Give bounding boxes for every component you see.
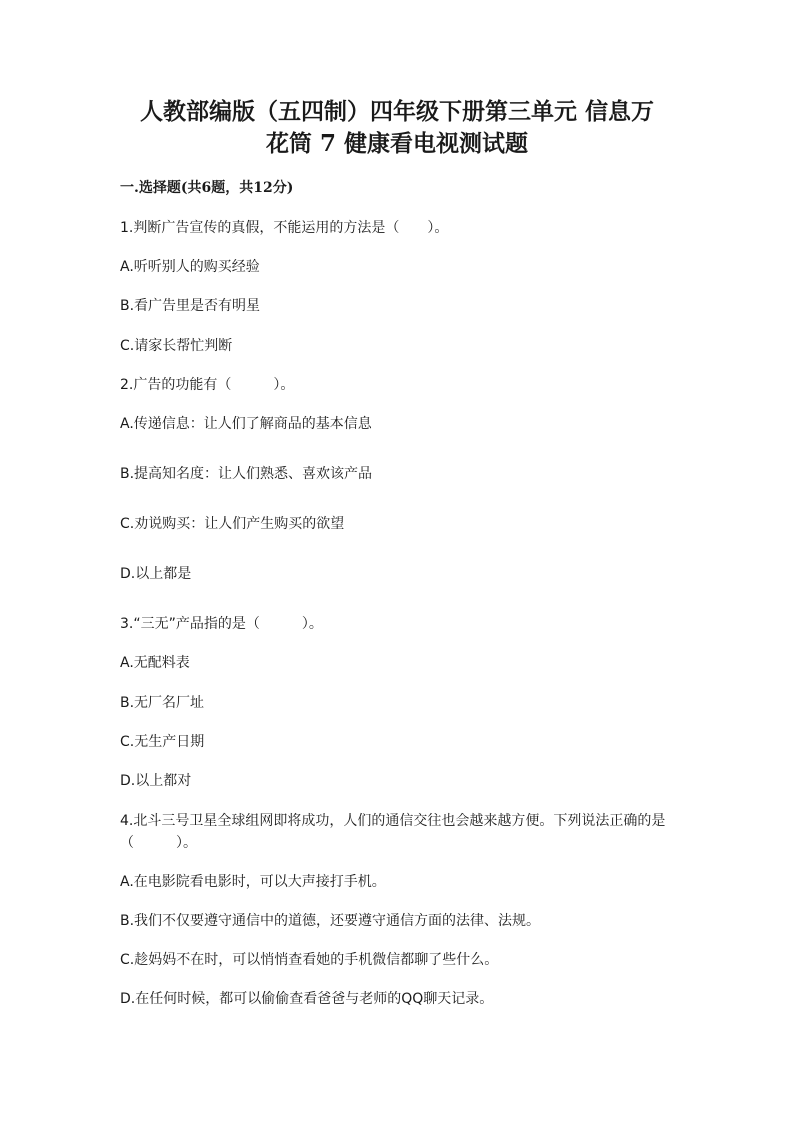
- question-3-option-c: C.无生产日期: [120, 734, 205, 750]
- question-1-option-c: C.请家长帮忙判断: [120, 338, 233, 354]
- document-title-line-2: 花筒 7 健康看电视测试题: [265, 130, 529, 157]
- question-2-stem: 2.广告的功能有（ ）。: [120, 377, 295, 393]
- question-3-option-d: D.以上都对: [120, 773, 192, 789]
- question-3-option-a: A.无配料表: [120, 655, 190, 671]
- document-title-line-1: 人教部编版（五四制）四年级下册第三单元 信息万: [139, 98, 654, 125]
- question-2-option-b: B.提高知名度：让人们熟悉、喜欢该产品: [120, 466, 373, 482]
- question-2-option-c: C.劝说购买：让人们产生购买的欲望: [120, 516, 345, 532]
- question-4-option-a: A.在电影院看电影时，可以大声接打手机。: [120, 874, 386, 890]
- question-4-stem: 4.北斗三号卫星全球组网即将成功，人们的通信交往也会越来越方便。下列说法正确的是（ ）。: [120, 813, 666, 851]
- question-4-option-d: D.在任何时候，都可以偷偷查看爸爸与老师的QQ聊天记录。: [120, 991, 494, 1007]
- question-2-option-d: D.以上都是: [120, 566, 192, 582]
- question-3-option-b: B.无厂名厂址: [120, 695, 205, 711]
- question-4-option-c: C.趁妈妈不在时，可以悄悄查看她的手机微信都聊了些什么。: [120, 952, 499, 968]
- question-2-option-a: A.传递信息：让人们了解商品的基本信息: [120, 416, 372, 432]
- section-heading: 一.选择题(共6题，共12分): [120, 180, 294, 196]
- question-1-option-b: B.看广告里是否有明星: [120, 298, 261, 314]
- question-3-stem: 3.“三无”产品指的是（ ）。: [120, 616, 323, 632]
- question-1-option-a: A.听听别人的购买经验: [120, 259, 260, 275]
- question-4-option-b: B.我们不仅要遵守通信中的道德，还要遵守通信方面的法律、法规。: [120, 913, 541, 929]
- question-1-stem: 1.判断广告宣传的真假，不能运用的方法是（ ）。: [120, 220, 449, 236]
